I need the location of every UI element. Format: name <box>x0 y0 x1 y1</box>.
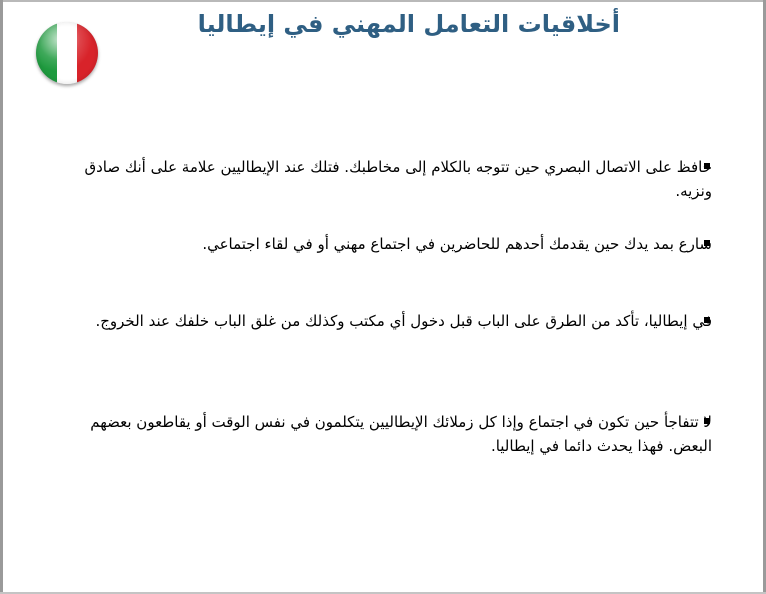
bullet-item <box>62 155 712 203</box>
bullet-text: سارع بمد يدك حين يقدمك أحدهم للحاضرين في اجتماع مهني أو في لقاء اجتماعي. <box>202 235 712 253</box>
bullet-item <box>62 410 712 458</box>
bullet-text: لا تتفاجأ حين تكون في اجتماع وإذا كل زملائك الإيطاليين يتكلمون في نفس الوقت أو يقاطعون بعضهم البعض. فهذا يحدث دائما في إيطاليا. <box>90 413 712 455</box>
slide-title: أخلاقيات التعامل المهني في إيطاليا <box>197 10 620 38</box>
bullet-text: في إيطاليا، تأكد من الطرق على الباب قبل دخول أي مكتب وكذلك من غلق الباب خلفك عند الخروج. <box>95 312 712 330</box>
bullet-item <box>32 309 712 333</box>
bullet-item <box>62 232 712 256</box>
bullet-text: حافظ على الاتصال البصري حين تتوجه بالكلام إلى مخاطبك. فتلك عند الإيطاليين علامة على أنك صادق ونزيه. <box>84 158 712 200</box>
